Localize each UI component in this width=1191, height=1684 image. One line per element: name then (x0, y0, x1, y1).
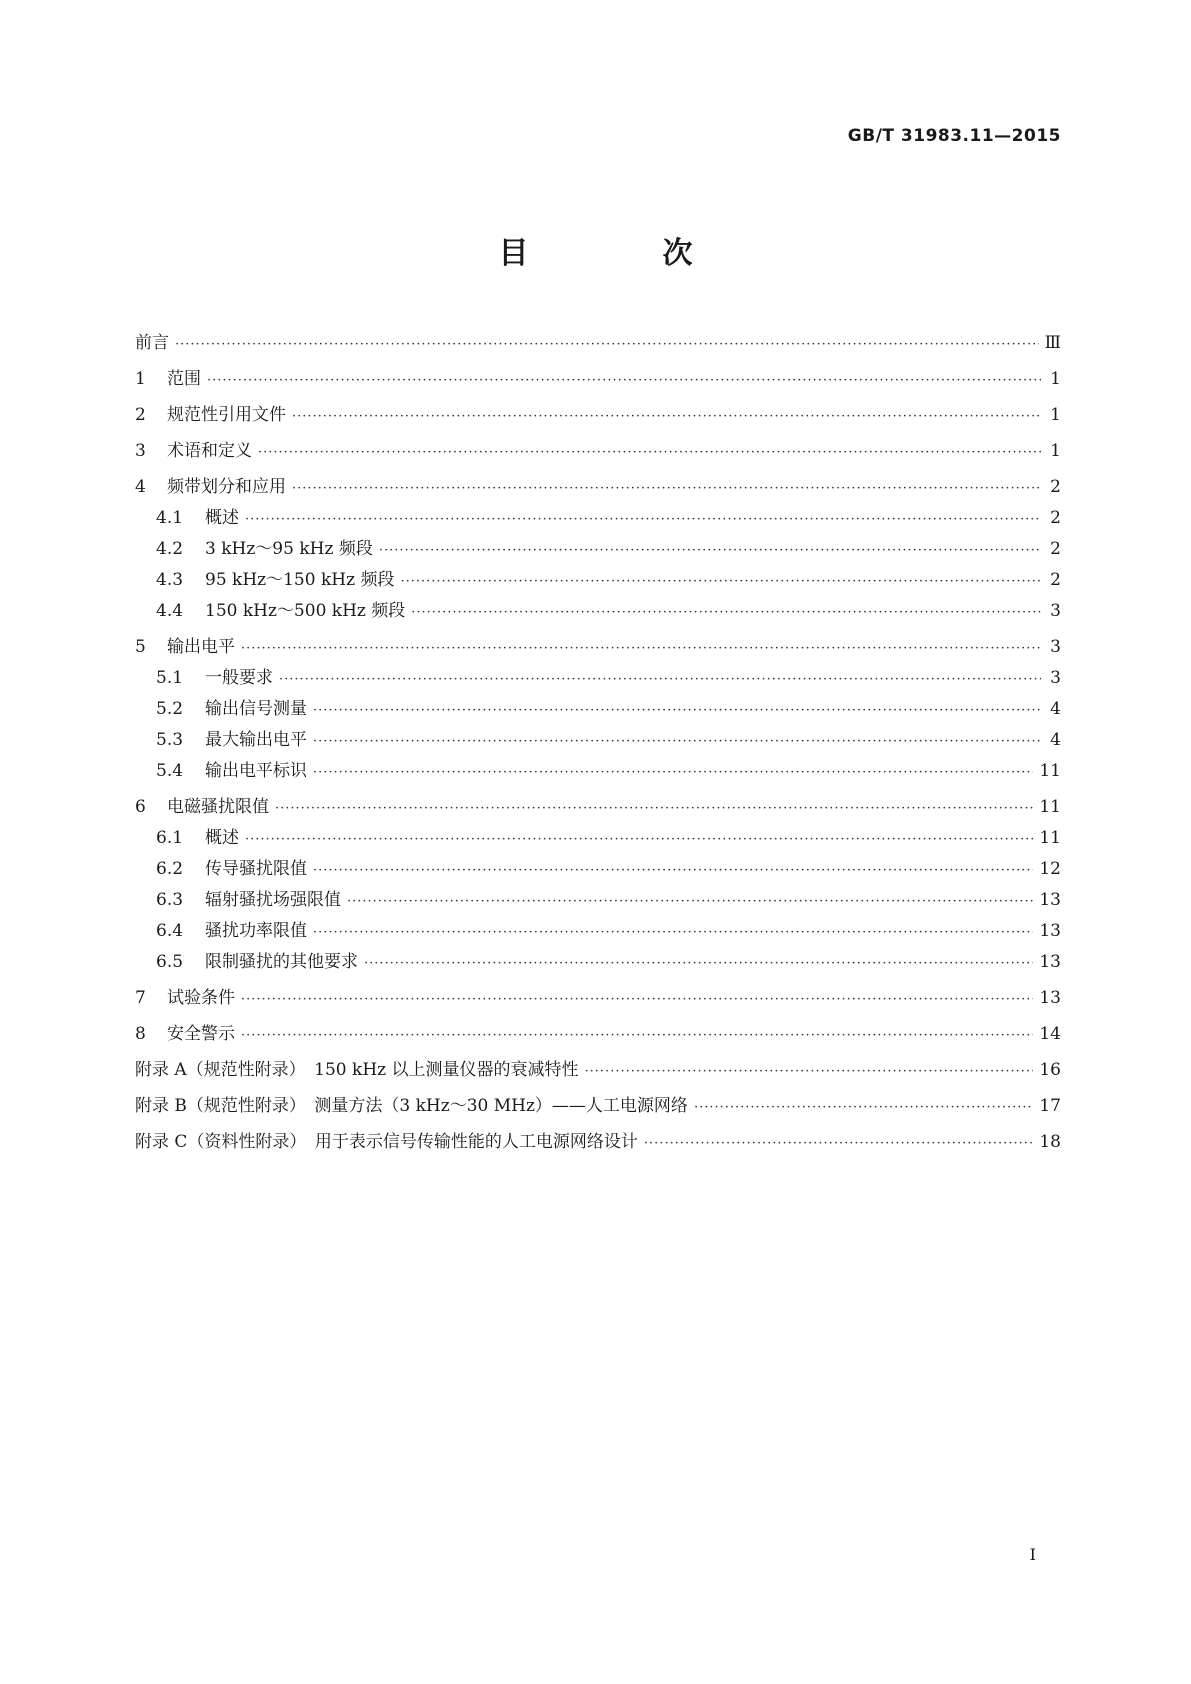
toc-entry-title: 附录 A（规范性附录） 150 kHz 以上测量仪器的衰减特性 (135, 1060, 579, 1080)
toc-leader-dots (313, 765, 1033, 780)
toc-entry-page: 11 (1039, 797, 1061, 817)
toc-leader-dots (313, 703, 1041, 718)
toc-entry-title: 95 kHz～150 kHz 频段 (205, 570, 395, 590)
toc-entry[interactable] (135, 983, 1061, 1014)
toc-entry-number: 6.5 (156, 952, 184, 972)
page-title: 目 次 (498, 236, 745, 271)
toc-leader-dots (258, 445, 1041, 460)
toc-leader-dots (411, 605, 1041, 620)
toc-entry[interactable] (135, 436, 1061, 467)
toc-leader-dots (292, 481, 1041, 496)
toc-entry[interactable] (135, 503, 1061, 534)
toc-leader-dots (585, 1064, 1034, 1079)
toc-entry-number: 6.2 (156, 859, 184, 879)
toc-leader-dots (400, 574, 1041, 589)
toc-entry-number: 4 (135, 477, 146, 497)
toc-entry-title: 输出电平标识 (205, 761, 307, 781)
toc-entry-page: 3 (1050, 601, 1061, 621)
toc-entry[interactable] (135, 328, 1061, 359)
toc-entry[interactable] (135, 823, 1061, 854)
toc-entry-title: 术语和定义 (167, 441, 252, 461)
toc-entry-page: 11 (1039, 828, 1061, 848)
toc-entry[interactable] (135, 1127, 1061, 1158)
toc-leader-dots (313, 925, 1033, 940)
toc-entry-page: 13 (1039, 988, 1061, 1008)
toc-entry-page: 17 (1039, 1096, 1061, 1116)
toc-leader-dots (379, 543, 1041, 558)
toc-entry-number: 5.1 (156, 668, 184, 688)
table-of-contents (135, 328, 1061, 1158)
toc-entry-number: 6 (135, 797, 146, 817)
toc-entry-page: 1 (1050, 405, 1061, 425)
toc-entry-number: 2 (135, 405, 146, 425)
toc-entry-page: 3 (1050, 668, 1061, 688)
toc-entry-number: 5.3 (156, 730, 184, 750)
toc-entry-number: 4.2 (156, 539, 184, 559)
toc-entry-page: 2 (1050, 508, 1061, 528)
toc-entry-number: 3 (135, 441, 146, 461)
toc-leader-dots (279, 672, 1041, 687)
toc-entry[interactable] (135, 1091, 1061, 1122)
toc-entry-page: 13 (1039, 952, 1061, 972)
toc-entry-number: 5.2 (156, 699, 184, 719)
toc-entry-title: 传导骚扰限值 (205, 859, 307, 879)
toc-entry[interactable] (135, 1019, 1061, 1050)
toc-leader-dots (245, 832, 1033, 847)
toc-entry[interactable] (135, 885, 1061, 916)
toc-entry-title: 150 kHz～500 kHz 频段 (205, 601, 406, 621)
toc-leader-dots (644, 1136, 1033, 1151)
toc-entry[interactable] (135, 596, 1061, 627)
toc-entry-page: 1 (1050, 369, 1061, 389)
toc-entry-title: 限制骚扰的其他要求 (205, 952, 358, 972)
toc-entry-page: 14 (1039, 1024, 1061, 1044)
toc-entry-title: 附录 C（资料性附录） 用于表示信号传输性能的人工电源网络设计 (135, 1132, 638, 1152)
toc-leader-dots (347, 894, 1033, 909)
toc-entry-title: 规范性引用文件 (167, 405, 286, 425)
toc-leader-dots (275, 801, 1033, 816)
toc-entry-page: Ⅲ (1044, 333, 1061, 353)
toc-entry[interactable] (135, 947, 1061, 978)
toc-entry[interactable] (135, 694, 1061, 725)
toc-entry-title: 概述 (205, 508, 239, 528)
toc-entry-page: 2 (1050, 477, 1061, 497)
toc-entry-page: 13 (1039, 921, 1061, 941)
toc-entry[interactable] (135, 756, 1061, 787)
toc-entry-title: 试验条件 (167, 988, 235, 1008)
toc-entry-title: 输出信号测量 (205, 699, 307, 719)
toc-entry[interactable] (135, 725, 1061, 756)
toc-entry[interactable] (135, 632, 1061, 663)
toc-entry[interactable] (135, 916, 1061, 947)
toc-entry-page: 1 (1050, 441, 1061, 461)
toc-entry[interactable] (135, 854, 1061, 885)
toc-entry-page: 4 (1050, 699, 1061, 719)
toc-entry-number: 4.3 (156, 570, 184, 590)
toc-entry[interactable] (135, 400, 1061, 431)
toc-entry-page: 16 (1039, 1060, 1061, 1080)
toc-leader-dots (241, 1028, 1033, 1043)
toc-leader-dots (241, 992, 1033, 1007)
toc-entry-title: 辐射骚扰场强限值 (205, 890, 341, 910)
toc-entry-page: 3 (1050, 637, 1061, 657)
toc-entry[interactable] (135, 792, 1061, 823)
toc-entry-title: 前言 (135, 333, 169, 353)
toc-entry-title: 范围 (167, 369, 201, 389)
toc-entry-number: 6.1 (156, 828, 184, 848)
toc-entry[interactable] (135, 1055, 1061, 1086)
toc-entry-title: 骚扰功率限值 (205, 921, 307, 941)
toc-entry-page: 4 (1050, 730, 1061, 750)
toc-entry[interactable] (135, 534, 1061, 565)
toc-leader-dots (364, 956, 1033, 971)
toc-entry-title: 附录 B（规范性附录） 测量方法（3 kHz～30 MHz）——人工电源网络 (135, 1096, 688, 1116)
toc-leader-dots (175, 337, 1039, 352)
toc-leader-dots (292, 409, 1041, 424)
toc-entry[interactable] (135, 565, 1061, 596)
toc-entry-number: 7 (135, 988, 146, 1008)
toc-entry-number: 6.4 (156, 921, 184, 941)
standard-code: GB/T 31983.11—2015 (847, 126, 1061, 146)
toc-entry[interactable] (135, 663, 1061, 694)
toc-entry-number: 1 (135, 369, 146, 389)
toc-entry-number: 6.3 (156, 890, 184, 910)
toc-entry-title: 电磁骚扰限值 (167, 797, 269, 817)
toc-entry[interactable] (135, 364, 1061, 395)
toc-entry-number: 4.4 (156, 601, 184, 621)
toc-leader-dots (313, 863, 1033, 878)
toc-entry-page: 11 (1039, 761, 1061, 781)
toc-entry-number: 5.4 (156, 761, 184, 781)
toc-entry-page: 18 (1039, 1132, 1061, 1152)
toc-entry-number: 5 (135, 637, 146, 657)
toc-entry-title: 一般要求 (205, 668, 273, 688)
toc-entry-page: 2 (1050, 539, 1061, 559)
toc-entry-title: 安全警示 (167, 1024, 235, 1044)
page-number: I (1029, 1545, 1036, 1564)
toc-entry-title: 频带划分和应用 (167, 477, 286, 497)
toc-entry-page: 2 (1050, 570, 1061, 590)
toc-entry-page: 12 (1039, 859, 1061, 879)
toc-entry-title: 最大输出电平 (205, 730, 307, 750)
toc-leader-dots (207, 373, 1041, 388)
toc-entry-number: 8 (135, 1024, 146, 1044)
toc-entry-page: 13 (1039, 890, 1061, 910)
toc-entry-title: 概述 (205, 828, 239, 848)
toc-entry[interactable] (135, 472, 1061, 503)
toc-entry-title: 输出电平 (167, 637, 235, 657)
toc-leader-dots (313, 734, 1041, 749)
toc-leader-dots (245, 512, 1041, 527)
toc-entry-title: 3 kHz～95 kHz 频段 (205, 539, 373, 559)
toc-entry-number: 4.1 (156, 508, 184, 528)
toc-leader-dots (241, 641, 1041, 656)
toc-leader-dots (694, 1100, 1033, 1115)
